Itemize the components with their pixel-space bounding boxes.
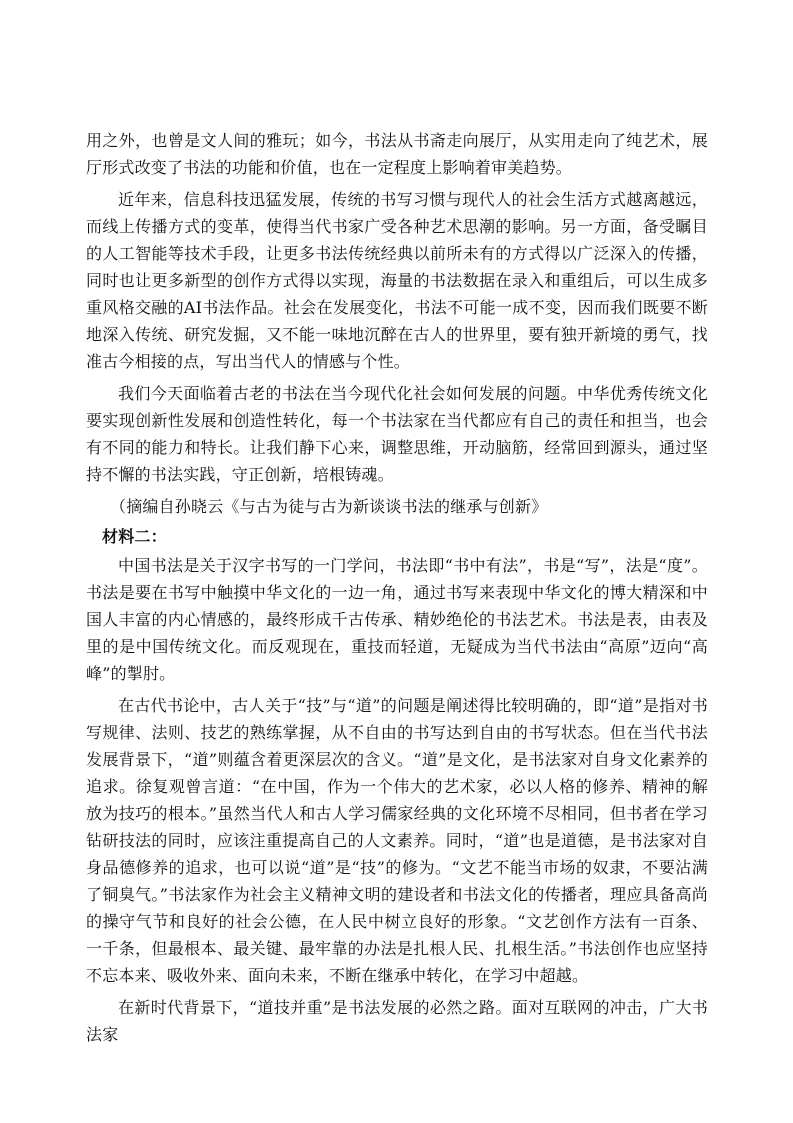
paragraph-new-era: 在新时代背景下，“道技并重”是书法发展的必然之路。面对互联网的冲击，广大书法家 xyxy=(86,998,708,1044)
paragraph-continued: 用之外，也曾是文人间的雅玩；如今，书法从书斋走向展厅，从实用走向了纯艺术，展厅形式改变了书法的功能和价值，也在一定程度上影响着审美趋势。 xyxy=(86,131,708,177)
source-citation: （摘编自孙晓云《与古为徒与古为新谈谈书法的继承与创新》 xyxy=(110,497,548,516)
section-heading: 材料二： xyxy=(102,527,167,546)
paragraph-modern-development: 我们今天面临着古老的书法在当今现代化社会如何发展的问题。中华优秀传统文化要实现创新性发展和创造性转化，每一个书法家在当代都应有自己的责任和担当，也会有不同的能力和特长。让我们静下心来，调整思维，开动脑筋，经常回到源头，通过坚持不懈的书法实践，守正创新，培根铸魂。 xyxy=(86,384,708,484)
paragraph-chinese-calligraphy: 中国书法是关于汉字书写的一门学问，书法即“书中有法”，书是“写”，法是“度”。书法是要在书写中触摸中华文化的一边一角，通过书写来表现中华文化的博大精深和中国人丰富的内心情感的，最终形成千古传承、精妙绝伦的书法艺术。书法是表，由表及里的是中国传统文化。而反观现在，重技而轻道，无疑成为当代书法由“高原”迈向“高峰”的掣肘。 xyxy=(86,556,708,683)
document-body xyxy=(86,127,708,1053)
paragraph-technology: 近年来，信息科技迅猛发展，传统的书写习惯与现代人的社会生活方式越离越远，而线上传播方式的变革，使得当代书家广受各种艺术思潮的影响。另一方面，备受瞩目的人工智能等技术手段，让更多书法传统经典以前所未有的方式得以广泛深入的传播，同时也让更多新型的创作方式得以实现，海量的书法数据在录入和重组后，可以生成多重风格交融的AI书法作品。社会在发展变化，书法不可能一成不变，因而我们既要不断地深入传统、研究发掘，又不能一味地沉醉在古人的世界里，要有独开新境的勇气，找准古今相接的点，写出当代人的情感与个性。 xyxy=(86,190,708,371)
paragraph-ji-and-dao: 在古代书论中，古人关于“技”与“道”的问题是阐述得比较明确的，即“道”是指对书写规律、法则、技艺的熟练掌握，从不自由的书写达到自由的书写状态。但在当代书法发展背景下，“道”则蕴含着更深层次的含义。“道”是文化，是书法家对自身文化素养的追求。徐复观曾言道：“在中国，作为一个伟大的艺术家，必以人格的修养、精神的解放为技巧的根本。”虽然当代人和古人学习儒家经典的文化环境不尽相同，但书者在学习钻研技法的同时，应该注重提高自己的人文素养。同时，“道”也是道德，是书法家对自身品德修养的追求，也可以说“道”是“技”的修为。“文艺不能当市场的奴隶，不要沾满了铜臭气。”书法家作为社会主义精神文明的建设者和书法文化的传播者，理应具备高尚的操守气节和良好的社会公德，在人民中树立良好的形象。“文艺创作方法有一百条、一千条，但最根本、最关键、最牢靠的办法是扎根人民、扎根生活。”书法创作也应坚持不忘本来、吸收外来、面向未来，不断在继承中转化，在学习中超越。 xyxy=(86,696,708,985)
